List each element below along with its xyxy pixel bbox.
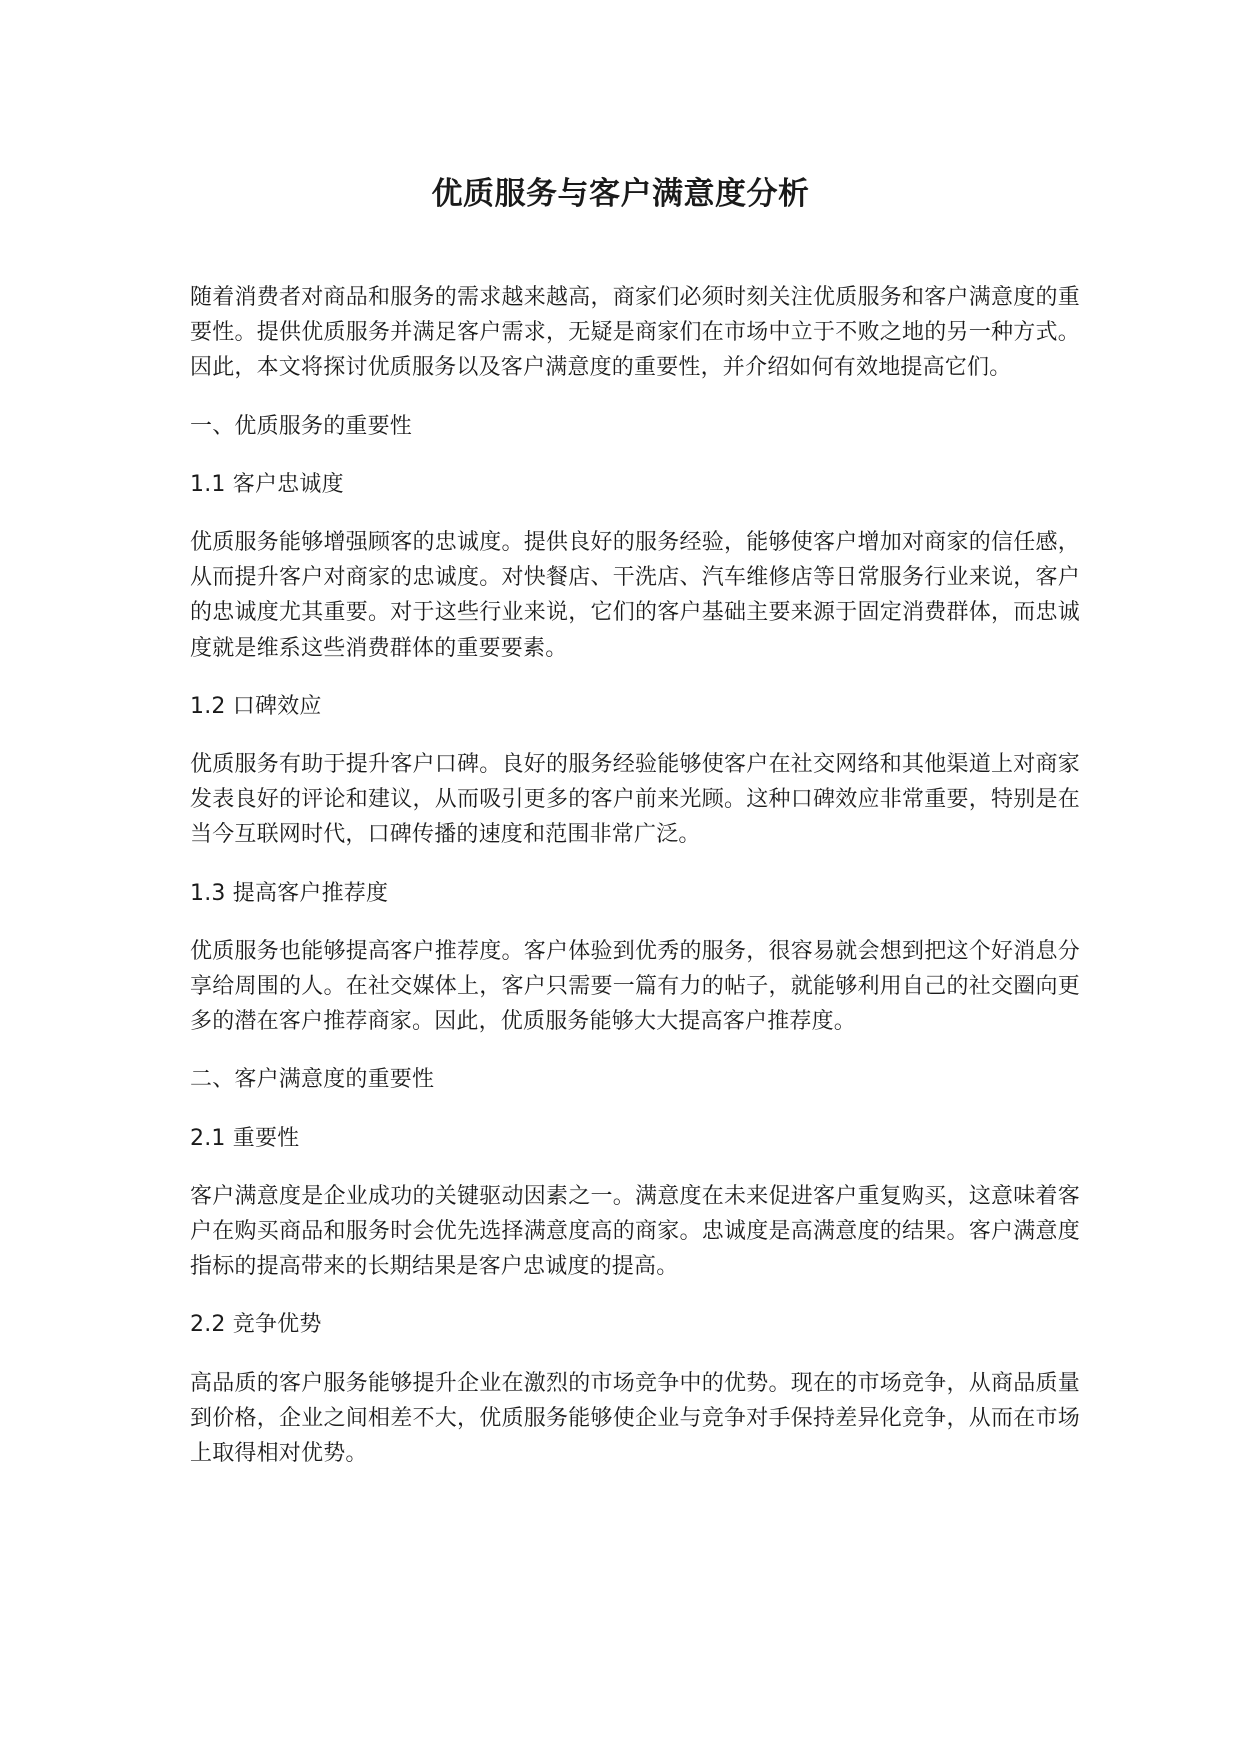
subsection-heading-1-3: 1.3 提高客户推荐度 xyxy=(190,880,389,906)
paragraph-2-1: 客户满意度是企业成功的关键驱动因素之一。满意度在未来促进客户重复购买，这意味着客户在购买商品和服务时会优先选择满意度高的商家。忠诚度是高满意度的结果。客户满意度指标的提高带来的长期结果是客户忠诚度的提高。 xyxy=(190,1183,1080,1280)
paragraph-1-1: 优质服务能够增强顾客的忠诚度。提供良好的服务经验，能够使客户增加对商家的信任感，从而提升客户对商家的忠诚度。对快餐店、干洗店、汽车维修店等日常服务行业来说，客户的忠诚度尤其重要。对于这些行业来说，它们的客户基础主要来源于固定消费群体，而忠诚度就是维系这些消费群体的重要要素。 xyxy=(190,530,1080,661)
subsection-heading-1-1: 1.1 客户忠诚度 xyxy=(190,471,344,497)
section-heading-1: 一、优质服务的重要性 xyxy=(190,413,413,439)
subsection-heading-2-1: 2.1 重要性 xyxy=(190,1125,300,1151)
document-body xyxy=(190,280,1080,1494)
subsection-heading-2-2: 2.2 竞争优势 xyxy=(190,1312,322,1338)
paragraph-1-3: 优质服务也能够提高客户推荐度。客户体验到优秀的服务，很容易就会想到把这个好消息分享给周围的人。在社交媒体上，客户只需要一篇有力的帖子，就能够利用自己的社交圈向更多的潜在客户推荐商家。因此，优质服务能够大大提高客户推荐度。 xyxy=(190,938,1080,1035)
section-heading-2: 二、客户满意度的重要性 xyxy=(190,1067,435,1093)
document-title: 优质服务与客户满意度分析 xyxy=(431,176,810,212)
paragraph-1-2: 优质服务有助于提升客户口碑。良好的服务经验能够使客户在社交网络和其他渠道上对商家发表良好的评论和建议，从而吸引更多的客户前来光顾。这种口碑效应非常重要，特别是在当今互联网时代，口碑传播的速度和范围非常广泛。 xyxy=(190,752,1080,848)
intro-paragraph: 随着消费者对商品和服务的需求越来越高，商家们必须时刻关注优质服务和客户满意度的重要性。提供优质服务并满足客户需求，无疑是商家们在市场中立于不败之地的另一种方式。因此，本文将探讨优质服务以及客户满意度的重要性，并介绍如何有效地提高它们。 xyxy=(190,285,1080,381)
subsection-heading-1-2: 1.2 口碑效应 xyxy=(190,693,322,719)
paragraph-2-2: 高品质的客户服务能够提升企业在激烈的市场竞争中的优势。现在的市场竞争，从商品质量到价格，企业之间相差不大，优质服务能够使企业与竞争对手保持差异化竞争，从而在市场上取得相对优势。 xyxy=(190,1370,1080,1467)
